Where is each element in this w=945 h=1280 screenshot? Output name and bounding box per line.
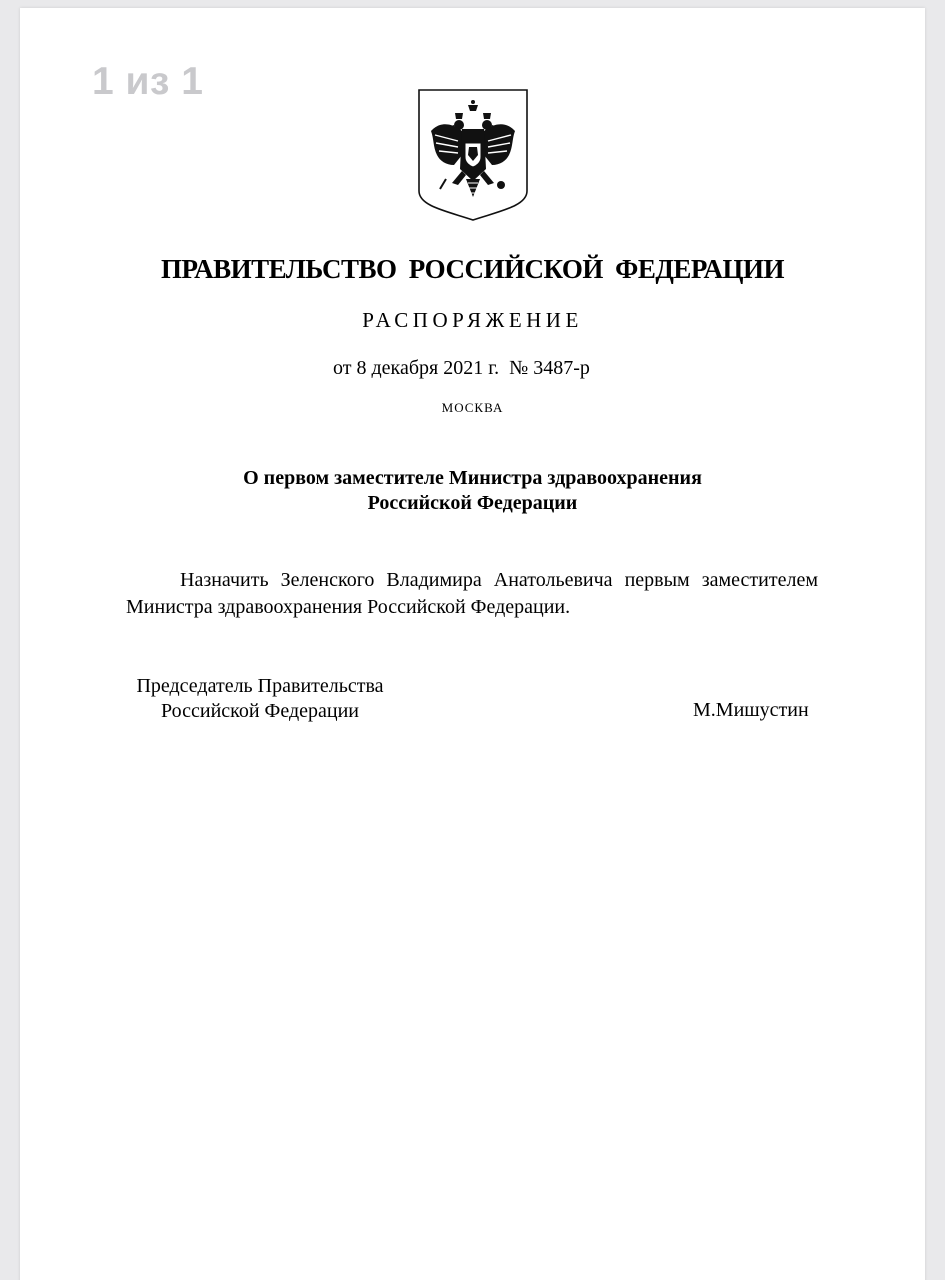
- subject-line-2: Российской Федерации: [367, 492, 578, 514]
- signatory-name: М.Мишустин: [693, 699, 809, 721]
- signatory-title-line-2: Российской Федерации: [160, 700, 360, 722]
- government-title: ПРАВИТЕЛЬСТВО РОССИЙСКОЙ ФЕДЕРАЦИИ: [161, 254, 784, 284]
- signatory-title: [128, 674, 392, 724]
- document-city: МОСКВА: [441, 400, 504, 415]
- document-type: РАСПОРЯЖЕНИЕ: [362, 308, 583, 332]
- subject-line-1: О первом заместителе Министра здравоохранения: [243, 467, 702, 489]
- page-indicator: 1 из 1: [92, 60, 204, 103]
- document-body: Назначить Зеленского Владимира Анатольевича первым заместителем Министра здравоохранения Российской Федерации.: [126, 569, 818, 618]
- document-date-number: от 8 декабря 2021 г. № 3487-р: [333, 357, 590, 379]
- signatory-title-line-1: Председатель Правительства: [136, 675, 384, 697]
- document-subject: [0, 466, 945, 516]
- russian-coat-of-arms-icon: [418, 89, 528, 221]
